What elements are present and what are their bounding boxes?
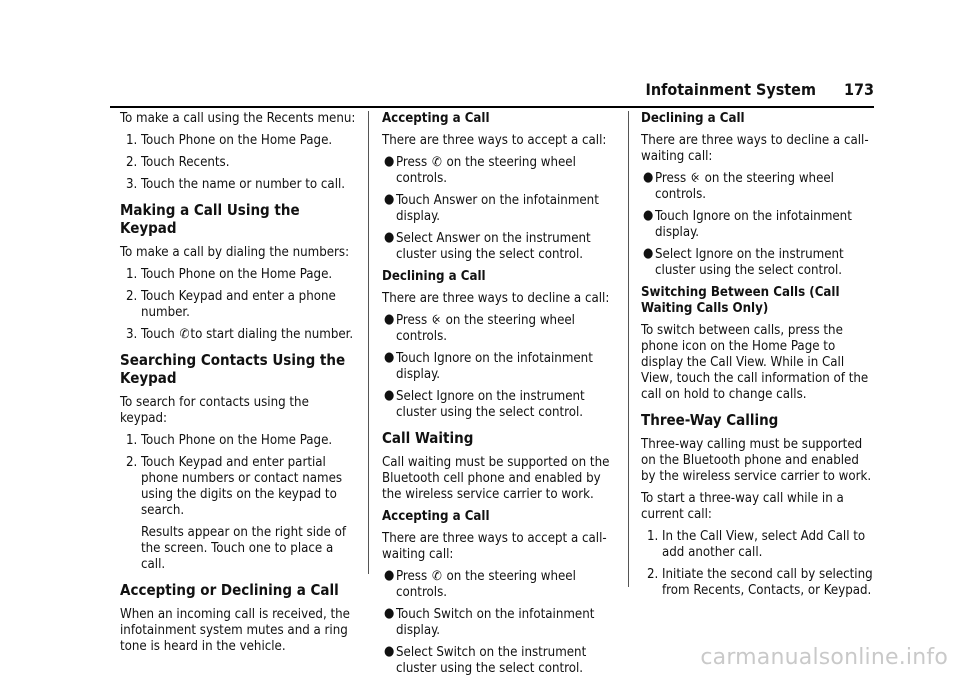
- watermark: carmanualsonline.info: [700, 645, 948, 670]
- list-item: ● Touch Ignore on the infotainment display.: [384, 350, 593, 382]
- column-divider-2: [628, 111, 629, 587]
- list-item: ● Touch Answer on the infotainment display.: [384, 192, 599, 224]
- end-call-icon: ⨴: [431, 313, 441, 328]
- recents-intro: To make a call using the Recents menu:: [120, 111, 356, 126]
- keypad-steps: [120, 267, 356, 343]
- list-item: ● Press ⨴ on the steering wheel controls.: [643, 170, 834, 202]
- search-steps: [120, 433, 356, 573]
- list-item: 1. Touch Phone on the Home Page.: [126, 433, 333, 448]
- bullet-icon: ●: [384, 312, 395, 327]
- accept-intro: There are three ways to accept a call:: [382, 133, 607, 148]
- bullet-icon: ●: [384, 388, 395, 403]
- list-item: ● Select Answer on the instrument cluster using the select control.: [384, 230, 591, 262]
- header-rule: [110, 106, 874, 108]
- list-item: ● Touch Switch on the infotainment display.: [384, 606, 595, 638]
- bullet-icon: ●: [384, 606, 395, 621]
- subheading-switching-calls: Switching Between Calls (Call Waiting Calls Only): [641, 285, 840, 316]
- accept-list: [382, 155, 612, 263]
- list-item: 3. Touch ✆to start dialing the number.: [126, 327, 354, 342]
- accept-waiting-intro: There are three ways to accept a call-waiting call:: [382, 531, 607, 562]
- bullet-icon: ●: [384, 230, 395, 245]
- heading-three-way: Three-Way Calling: [641, 411, 779, 429]
- decline-list: [382, 313, 612, 421]
- list-item: 2. Initiate the second call by selecting from Recents, Contacts, or Keypad.: [647, 567, 873, 598]
- list-item: 2. Touch Keypad and enter partial phone numbers or contact names using the digits on the keypad to search. Results appear on the right side of the screen. Touch one to place a call.: [120, 455, 356, 573]
- list-item: 1. In the Call View, select Add Call to add another call.: [647, 529, 866, 560]
- column-1: [120, 111, 356, 661]
- heading-search-contacts: Searching Contacts Using the Keypad: [120, 351, 346, 387]
- answer-call-icon: ✆: [431, 155, 442, 170]
- heading-call-waiting: Call Waiting: [382, 429, 474, 447]
- decline-intro: There are three ways to decline a call:: [382, 291, 610, 306]
- page-number: 173: [843, 80, 874, 99]
- bullet-icon: ●: [643, 170, 654, 185]
- keypad-intro: To make a call by dialing the numbers:: [120, 245, 350, 260]
- bullet-icon: ●: [384, 644, 395, 659]
- list-item: ● Press ✆ on the steering wheel controls.: [384, 154, 576, 186]
- list-item: ● Press ✆ on the steering wheel controls.: [384, 568, 576, 600]
- accept-waiting-list: [382, 569, 612, 677]
- column-2: [382, 111, 612, 683]
- list-item: ● Select Switch on the instrument cluster using the select control.: [384, 644, 587, 676]
- switching-text: To switch between calls, press the phone icon on the Home Page to display the Call View. While in Call View, touch the call information of the call on hold to change calls.: [641, 323, 869, 402]
- decline-waiting-list: [641, 171, 875, 279]
- list-item: 2. Touch Keypad and enter a phone number.: [126, 289, 336, 320]
- accept-decline-text: When an incoming call is received, the infotainment system mutes and a ring tone is heard in the vehicle.: [120, 607, 350, 654]
- subheading-accept: Accepting a Call: [382, 111, 490, 126]
- subheading-decline-waiting: Declining a Call: [641, 111, 745, 126]
- bullet-icon: ●: [384, 350, 395, 365]
- bullet-icon: ●: [643, 208, 654, 223]
- search-note: Results appear on the right side of the screen. Touch one to place a call.: [141, 525, 347, 572]
- column-divider-1: [368, 111, 369, 574]
- list-item: ● Select Ignore on the instrument cluster using the select control.: [643, 246, 844, 278]
- column-3: [641, 111, 875, 605]
- heading-accept-decline: Accepting or Declining a Call: [120, 581, 339, 599]
- list-item: 3. Touch the name or number to call.: [126, 177, 346, 192]
- bullet-icon: ●: [384, 568, 395, 583]
- end-call-icon: ⨴: [690, 171, 700, 186]
- three-way-steps: [641, 529, 875, 599]
- list-item: ● Select Ignore on the instrument cluster using the select control.: [384, 388, 585, 420]
- bullet-icon: ●: [384, 154, 395, 169]
- list-item: 2. Touch Recents.: [126, 155, 230, 170]
- list-item: 1. Touch Phone on the Home Page.: [126, 267, 333, 282]
- answer-call-icon: ✆: [431, 569, 442, 584]
- bullet-icon: ●: [384, 192, 395, 207]
- section-title: Infotainment System: [645, 80, 816, 99]
- three-way-text: Three-way calling must be supported on the Bluetooth phone and enabled by the wireless service carrier to work.: [641, 437, 872, 484]
- page-header: [646, 80, 874, 99]
- heading-keypad-call: Making a Call Using the Keypad: [120, 201, 300, 237]
- subheading-decline: Declining a Call: [382, 269, 486, 284]
- call-waiting-text: Call waiting must be supported on the Bluetooth cell phone and enabled by the wireless service carrier to work.: [382, 455, 610, 502]
- dial-phone-icon: ✆: [179, 327, 190, 342]
- subheading-accept-waiting: Accepting a Call: [382, 509, 490, 524]
- list-item: ● Press ⨴ on the steering wheel controls.: [384, 312, 575, 344]
- decline-waiting-intro: There are three ways to decline a call-waiting call:: [641, 133, 869, 164]
- search-intro: To search for contacts using the keypad:: [120, 395, 309, 426]
- recents-steps: [120, 133, 356, 193]
- three-way-intro: To start a three-way call while in a current call:: [641, 491, 844, 522]
- list-item: ● Touch Ignore on the infotainment display.: [643, 208, 852, 240]
- list-item: 1. Touch Phone on the Home Page.: [126, 133, 333, 148]
- bullet-icon: ●: [643, 246, 654, 261]
